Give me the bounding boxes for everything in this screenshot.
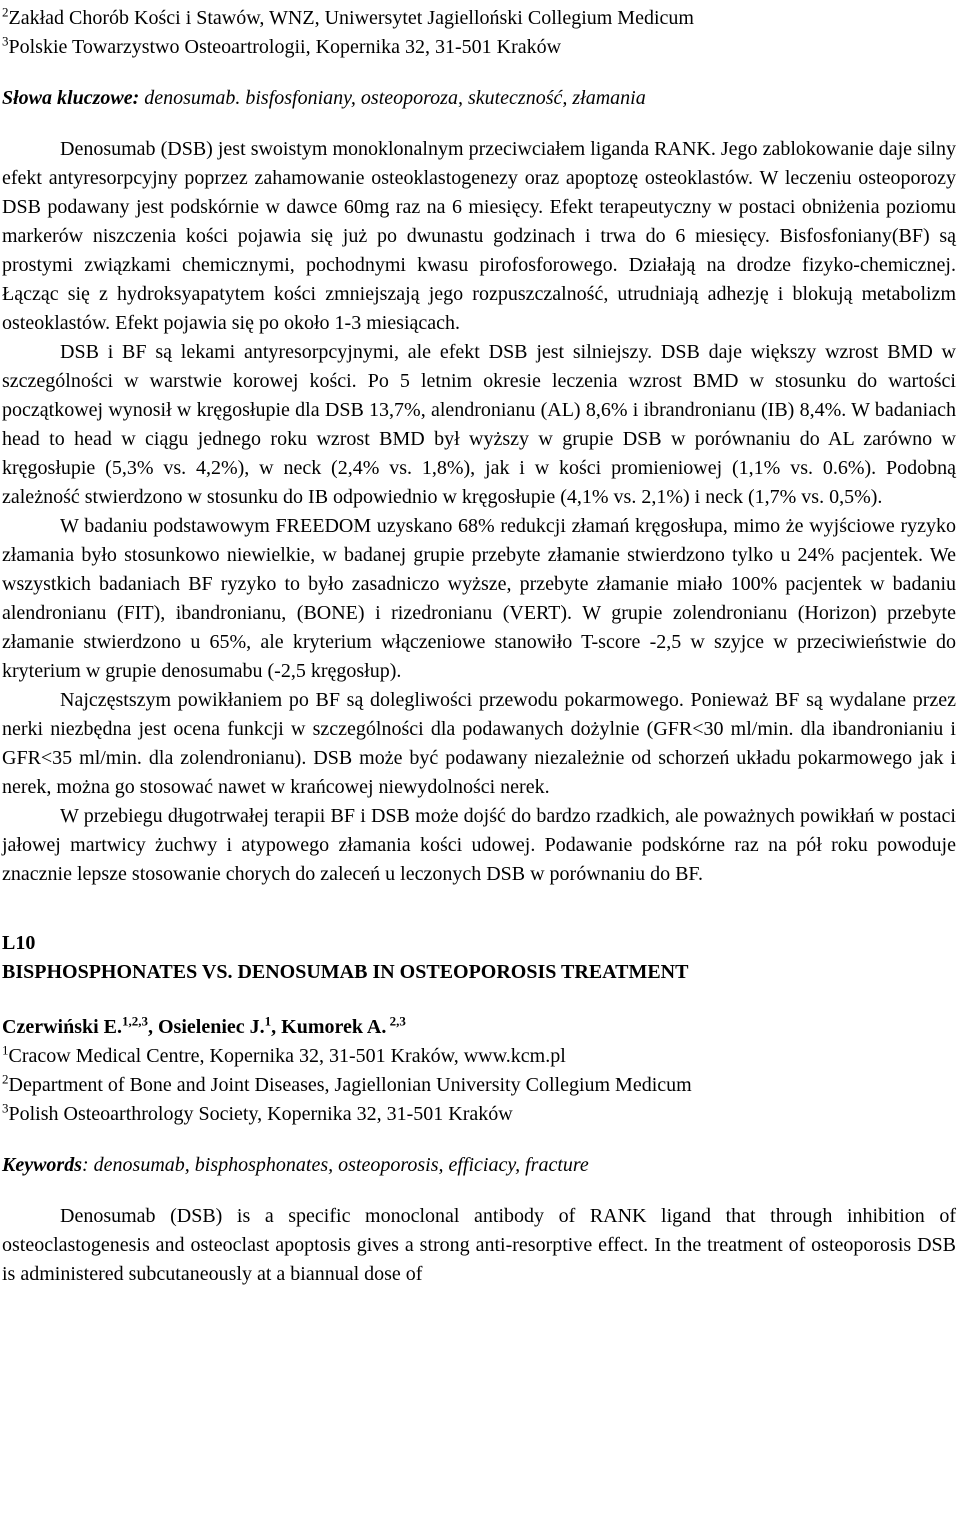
paragraph-pl-4: Najczęstszym powikłaniem po BF są dolegliwości przewodu pokarmowego. Ponieważ BF są wydalane przez nerki niezbędna jest ocena funkcji w szczególności dla podawanych dożylnie (GFR<30 ml/min. dla ibandronianiu i GFR<35 ml/min. dla zolendronianu). DSB może być podawany niezależnie od schorzeń układu pokarmowego jak i nerek, można go stosować nawet w krańcowej niewydolności nerek. (2, 689, 956, 798)
affiliation-number: 2 (2, 4, 9, 20)
affiliation-number: 3 (2, 33, 9, 49)
keywords-pl (2, 84, 956, 113)
affiliation-text: Cracow Medical Centre, Kopernika 32, 31-501 Kraków, www.kcm.pl (8, 1045, 566, 1067)
author-list (2, 1013, 956, 1042)
affiliation-number: 2 (2, 1071, 9, 1087)
author-name: Osieleniec J. (158, 1016, 265, 1038)
affiliation-pl-2 (2, 4, 956, 33)
author-separator: , (271, 1016, 282, 1038)
keywords-pl-text: denosumab. bisfosfoniany, osteoporoza, skuteczność, złamania (139, 87, 646, 109)
affiliation-en-1 (2, 1042, 956, 1071)
affiliation-en-2 (2, 1071, 956, 1100)
affiliation-pl-3 (2, 33, 956, 62)
affiliation-number: 1 (2, 1042, 9, 1058)
paragraph-pl-3: W badaniu podstawowym FREEDOM uzyskano 68% redukcji złamań kręgosłupa, mimo że wyjściowe ryzyko złamania było stosunkowo niewielkie, w badanej grupie przebyte złamanie stwierdzono tylko u 24% pacjentek. We wszystkich badaniach BF ryzyko to było zasadniczo wyższe, przebyte złamanie miało 100% pacjentek w badaniu alendronianu (FIT), ibandronianu, (BONE) i rizedronianu (VERT). W grupie zolendronianu (Horizon) przebyte złamanie stwierdzono u 65%, ale kryterium włączeniowe stanowiło T-score -2,5 w szyjce w przeciwieństwie do kryterium w grupie denosumabu (-2,5 kręgosłup). (2, 515, 956, 682)
affiliation-text: Department of Bone and Joint Diseases, Jagiellonian University Collegium Medicum (8, 1074, 692, 1096)
affiliation-number: 3 (2, 1100, 9, 1116)
abstract-code: L10 (2, 932, 36, 954)
keywords-en-label: Keywords (2, 1154, 82, 1176)
paragraph-pl-2: DSB i BF są lekami antyresorpcyjnymi, ale efekt DSB jest silniejszy. DSB daje większy wzrost BMD w szczególności w warstwie korowej kości. Po 5 letnim okresie leczenia wzrost BMD w stosunku do wartości początkowej wynosił w kręgosłupie dla DSB 13,7%, alendronianu (AL) 8,6% i ibrandronianu (IB) 8,4%. W badaniach head to head w ciągu jednego roku wzrost BMD był wyższy w grupie DSB w porównaniu do AL zarówno w kręgosłupie (5,3% vs. 4,2%), w neck (2,4% vs. 1,8%), jak i w kości promieniowej (1,1% vs. 0.6%). Podobną zależność stwierdzono w stosunku do IB odpowiednio w kręgosłupie (4,1% vs. 2,1%) i neck (1,7% vs. 0,5%). (2, 341, 956, 508)
author-name: Czerwiński E. (2, 1016, 122, 1038)
keywords-en-text: : denosumab, bisphosphonates, osteoporosis, efficiacy, fracture (82, 1154, 589, 1176)
author-affiliation-sup: 1 (264, 1013, 272, 1029)
affiliation-text: Polish Osteoarthrology Society, Kopernika 32, 31-501 Kraków (8, 1103, 513, 1125)
affiliations-en (2, 1042, 956, 1129)
author-separator: , (148, 1016, 158, 1038)
paragraph-en-1: Denosumab (DSB) is a specific monoclonal antibody of RANK ligand that through inhibition of osteoclastogenesis and osteoclast apoptosis gives a strong anti-resorptive effect. In the treatment of osteoporosis DSB is administered subcutaneously at a biannual dose of (2, 1205, 956, 1285)
affiliation-text: Zakład Chorób Kości i Stawów, WNZ, Uniwersytet Jagielloński Collegium Medicum (8, 7, 694, 29)
affiliation-en-3 (2, 1100, 956, 1129)
author-affiliation-sup: 1,2,3 (122, 1013, 148, 1029)
author-affiliation-sup: 2,3 (386, 1013, 406, 1029)
author-name: Kumorek A. (281, 1016, 387, 1038)
keywords-pl-label: Słowa kluczowe: (2, 87, 140, 109)
paragraph-pl-1: Denosumab (DSB) jest swoistym monoklonalnym przeciwciałem liganda RANK. Jego zablokowanie daje silny efekt antyresorpcyjny poprzez zahamowanie osteoklastogenezy oraz apoptozę osteoklastów. W leczeniu osteoporozy DSB podawany jest podskórnie w dawce 60mg raz na 6 miesięcy. Efekt terapeutyczny w postaci obniżenia poziomu markerów niszczenia kości pojawia się już po dwunastu godzinach i trwa do 6 miesięcy. Bisfosfoniany(BF) są prostymi związkami chemicznymi, pochodnymi kwasu pirofosforowego. Działają na drodze fizyko-chemicznej. Łącząc się z hydroksyapatytem kości zmniejszają jego rozpuszczalność, utrudniają adhezję i blokują metabolizm osteoklastów. Efekt pojawia się po około 1-3 miesiącach. (2, 138, 956, 334)
paragraph-pl-5: W przebiegu długotrwałej terapii BF i DSB może dojść do bardzo rzadkich, ale poważnych powikłań w postaci jałowej martwicy żuchwy i atypowego złamania kości udowej. Podawanie podskórne raz na pół roku powoduje znacznie lepsze stosowanie chorych do zaleceń u leczonych DSB w porównaniu do BF. (2, 805, 956, 885)
affiliations-pl (2, 4, 956, 62)
keywords-en (2, 1151, 956, 1180)
abstract-title: BISPHOSPHONATES VS. DENOSUMAB IN OSTEOPOROSIS TREATMENT (2, 961, 689, 983)
affiliation-text: Polskie Towarzystwo Osteoartrologii, Kopernika 32, 31-501 Kraków (8, 36, 562, 58)
